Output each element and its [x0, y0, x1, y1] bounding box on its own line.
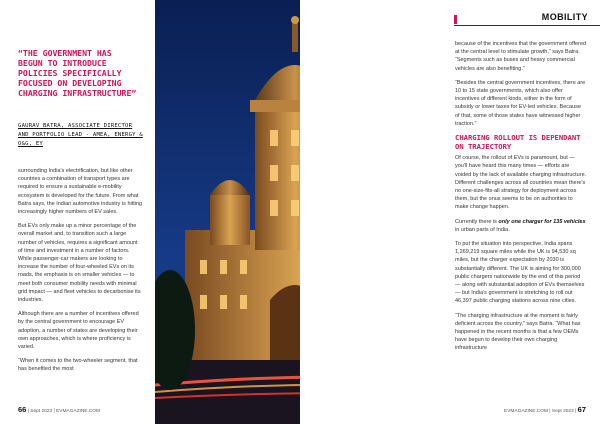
- paragraph: To put the situation into perspective, India spans 1,269,219 square miles while the UK is 94,530 sq miles, but the charger expectation by 2030 is substantially different. The UK is aiming for 300,000 public chargers nationwide by the end of this period — along with substantial adoption of EVs themselves — but India's government is stretching to roll out 46,397 public charging stations across nine cities.: [455, 241, 585, 305]
- page-number: 67: [577, 405, 587, 414]
- page-number: 66: [18, 405, 27, 414]
- subheading: CHARGING ROLLOUT IS DEPENDANT ON TRAJECTORY: [455, 133, 581, 151]
- text-run: Currently there is: [455, 218, 499, 225]
- quote-attribution: GAURAV BATRA, ASSOCIATE DIRECTOR AND PORTFOLIO LEAD - AMEA, ENERGY & O&G, EY: [18, 123, 143, 147]
- paragraph: “When it comes to the two-wheeler segment, that has benefited the most: [18, 358, 138, 373]
- section-tag: [454, 11, 600, 26]
- paragraph: surrounding India's electrification, but like other countries a combination of transport types are required to ensure a sustainable e-mobility ecosystem is developed for the future. From what Batra says, the Indian automotive industry is hitting increasingly higher numbers of EV sales.: [18, 168, 143, 216]
- paragraph: because of the incentives that the government offered at the central level to stimulate growth,” says Batra. “Segments such as buses and heavy commercial vehicles are also benefiting.”: [455, 41, 587, 72]
- section-label: MOBILITY: [541, 12, 588, 22]
- paragraph: Of course, the rollout of EVs is paramount, but — you'll have heard this many times — efforts are voided by the lack of available charging infrastructure. Different challenges across all countries mean there's no one-size-fits-all strategy for deployment across them, but the onus seems to be on authorities to make change happen.: [455, 155, 587, 211]
- paragraph: “The charging infrastructure at the moment is fairly deficient across the country,” says Batra. “What has happened in the recent months is that a few OEMs have begun to develop their own charging infrastructure: [455, 312, 581, 352]
- folio-text: EVMAGAZINE.COM | Sept 2023 |: [504, 409, 578, 414]
- folio-text: | Sept 2023 | EVMAGAZINE.COM: [26, 409, 101, 414]
- right-body-column: [455, 40, 587, 359]
- left-body-column: [18, 167, 143, 380]
- paragraph: “Besides the central government incentives, there are 10 to 15 state governments, which also offer incentives of different kinds, either in the form of subsidy or lower taxes for EV-led vehicles. Because of that, some of those states have witnessed higher traction.”: [455, 79, 586, 127]
- section-accent: [454, 15, 457, 24]
- right-folio: [504, 405, 586, 414]
- left-folio: [18, 405, 100, 414]
- paragraph: But EVs only make up a minor percentage of the overall market and, to transition such a large number of vehicles, requires a significant amount of time and investment in a number of factors. While passenger-car makers are looking to increase the number of four-wheeled EVs on its roads, the emphasis is on smaller vehicles — to meet both consumer mobility needs with minimal grid impact — and fleet vehicles to decarbonise its industries.: [18, 223, 141, 304]
- highlighted-stat: only one charger for 135 vehicles: [498, 218, 586, 225]
- paragraph: Although there are a number of incentives offered by the central government to encourage EV adoption, a number of states are developing their own approaches, which is where proficiency is varied.: [18, 311, 139, 351]
- text-run: in urban parts of India.: [455, 226, 510, 233]
- pull-quote: “THE GOVERNMENT HAS BEGUN TO INTRODUCE POLICIES SPECIFICALLY FOCUSED ON DEVELOPING CHARGING INFRASTRUCTURE”: [18, 48, 137, 98]
- highlight-paragraph: [455, 218, 587, 234]
